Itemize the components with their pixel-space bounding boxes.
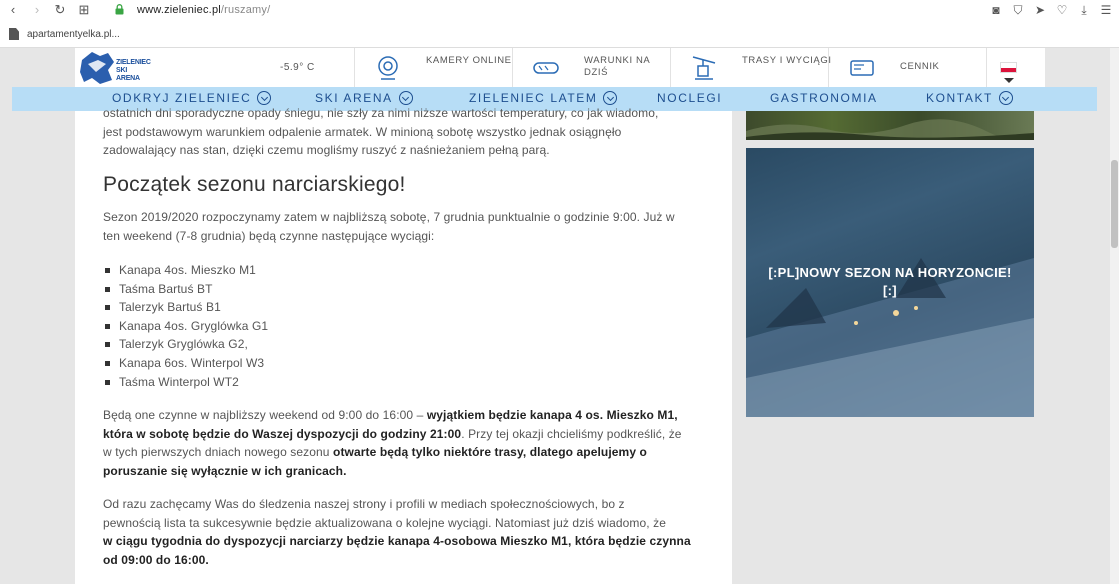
address-bar bbox=[0, 0, 1119, 22]
menu-item-odkryj[interactable]: ODKRYJ ZIELENIEC bbox=[112, 91, 271, 105]
send-icon[interactable]: ➤ bbox=[1034, 3, 1046, 17]
menu-item-latem[interactable]: ZIELENIEC LATEM bbox=[469, 91, 617, 105]
bookmark-item[interactable]: apartamentyelka.pl... bbox=[27, 29, 120, 40]
section-heading: Początek sezonu narciarskiego! bbox=[103, 173, 406, 196]
menu-item-noclegi[interactable]: NOCLEGI bbox=[657, 91, 723, 105]
season-paragraph: Sezon 2019/2020 rozpoczynamy zatem w najbliższą sobotę, 7 grudnia punktualnie o godzinie 9:00. Już w ten weekend (7-8 grudnia) będą czynne następujące wyciągi: bbox=[103, 210, 675, 243]
site-logo[interactable] bbox=[78, 50, 150, 86]
temperature-readout: -5.9° C bbox=[280, 62, 315, 73]
language-dropdown-icon[interactable] bbox=[1004, 78, 1014, 83]
browser-chrome bbox=[0, 0, 1119, 48]
menu-item-ski-arena[interactable]: SKI ARENA bbox=[315, 91, 413, 105]
intro-paragraph: ostatnich dni sporadyczne opady śniegu, nie szły za nimi niższe wartości temperatury, co jak wiadomo, jest podstawowym warunkiem odpalenie armatek. W minioną sobotę wszystko jednak osiągnęło zadowalający nas stan, dzięki czemu mogliśmy ruszyć z naśnieżaniem pełną parą. bbox=[103, 106, 659, 157]
list-item: Talerzyk Bartuś B1 bbox=[105, 298, 268, 317]
lifts-list bbox=[105, 261, 268, 391]
chevron-down-icon bbox=[999, 91, 1013, 105]
download-icon[interactable]: ⤓ bbox=[1081, 3, 1087, 17]
header-item-webcams[interactable] bbox=[354, 48, 512, 88]
list-item: Kanapa 4os. Mieszko M1 bbox=[105, 261, 268, 280]
list-item: Taśma Winterpol WT2 bbox=[105, 373, 268, 392]
url-text[interactable]: www.zieleniec.pl/ruszamy/ bbox=[137, 4, 271, 16]
hours-paragraph: Będą one czynne w najbliższy weekend od 9:00 do 16:00 – wyjątkiem będzie kanapa 4 os. Mieszko M1, która w sobotę będzie do Waszej dyspozycji do godziny 21:00. Przy tej okazji chcieliśmy podkreślić, że w tych pierwszych dniach nowego sezonu otwarte będą tylko niektóre trasy, dlatego apelujemy o poruszanie się wyłącznie w ich granicach. bbox=[103, 408, 682, 478]
header-item-label: TRASY I WYCIĄGI bbox=[742, 55, 832, 66]
page-icon bbox=[9, 28, 19, 40]
lock-icon bbox=[115, 4, 124, 15]
shield-icon[interactable]: ⛉ bbox=[1013, 3, 1023, 17]
list-item: Kanapa 6os. Winterpol W3 bbox=[105, 354, 268, 373]
chevron-down-icon bbox=[399, 91, 413, 105]
settings-icon[interactable]: ☰ bbox=[1100, 3, 1112, 17]
bookmarks-bar bbox=[0, 25, 1119, 45]
landscape-image bbox=[746, 111, 1034, 140]
scrollbar[interactable] bbox=[1110, 48, 1119, 584]
heart-icon[interactable]: ♡ bbox=[1056, 3, 1068, 17]
list-item: Talerzyk Gryglówka G2, bbox=[105, 335, 268, 354]
menu-item-kontakt[interactable]: KONTAKT bbox=[926, 91, 1013, 105]
header-item-label: CENNIK bbox=[900, 61, 940, 72]
ticket-icon bbox=[849, 55, 875, 81]
webcam-icon bbox=[375, 55, 401, 81]
list-item: Kanapa 4os. Gryglówka G1 bbox=[105, 317, 268, 336]
site-header bbox=[75, 48, 1045, 88]
back-icon[interactable]: ‹ bbox=[10, 2, 16, 17]
reload-icon[interactable]: ↻ bbox=[54, 2, 66, 17]
article-content bbox=[75, 106, 732, 584]
scrollbar-thumb[interactable] bbox=[1111, 160, 1118, 248]
sidebar-image[interactable] bbox=[746, 111, 1034, 140]
goggles-icon bbox=[533, 55, 559, 81]
header-item-label: KAMERY ONLINE bbox=[426, 55, 512, 66]
ski-lift-icon bbox=[691, 55, 717, 81]
header-item-label: WARUNKI NA DZIŚ bbox=[584, 55, 650, 78]
follow-paragraph: Od razu zachęcamy Was do śledzenia naszej strony i profili w mediach społecznościowych, bo z pewnością lista ta sukcesywnie będzie aktualizowana o kolejne wyciągi. Natomiast już dziś wiadomo, że w ciągu tygodnia do dyspozycji narciarzy będzie kanapa 4-osobowa Mieszko M1, która będzie czynna od 09:00 do 16:00. bbox=[103, 497, 691, 567]
sidebar-news-card[interactable] bbox=[746, 148, 1034, 417]
list-item: Taśma Bartuś BT bbox=[105, 280, 268, 299]
camera-icon[interactable]: ◙ bbox=[992, 3, 1000, 17]
header-item-conditions[interactable] bbox=[512, 48, 670, 88]
card-title[interactable]: [:PL]NOWY SEZON NA HORYZONCIE! [:] bbox=[768, 265, 1012, 298]
menu-item-gastronomia[interactable]: GASTRONOMIA bbox=[770, 91, 878, 105]
browser-toolbar bbox=[989, 3, 1113, 17]
logo-icon bbox=[78, 50, 118, 86]
chevron-down-icon bbox=[257, 91, 271, 105]
tabs-grid-icon[interactable]: ⊞ bbox=[78, 2, 90, 17]
header-item-prices[interactable] bbox=[828, 48, 986, 88]
chevron-down-icon bbox=[603, 91, 617, 105]
header-item-trails[interactable] bbox=[670, 48, 832, 88]
pl-flag-icon[interactable] bbox=[1000, 62, 1017, 73]
forward-icon[interactable]: › bbox=[34, 2, 40, 17]
logo-text: ZIELENIEC SKI ARENA bbox=[116, 59, 151, 82]
